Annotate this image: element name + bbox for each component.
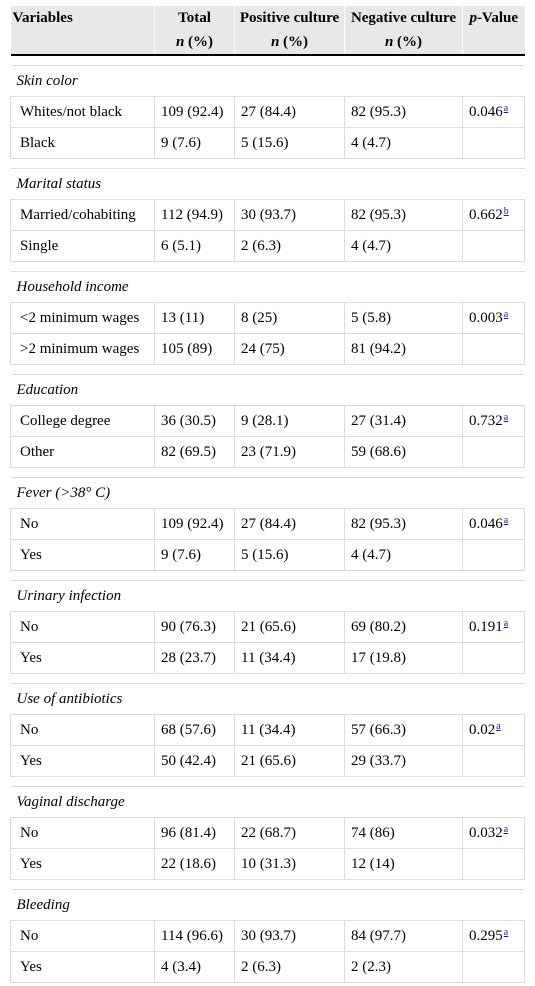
variable-cell: Other xyxy=(11,437,155,468)
p-value-cell xyxy=(463,406,525,437)
footnote-link[interactable]: a xyxy=(496,721,501,732)
data-table xyxy=(10,6,525,983)
footnote-link[interactable]: a xyxy=(503,618,509,629)
negative-culture-cell: 82 (95.3) xyxy=(345,97,463,128)
header-variables: Variables xyxy=(11,6,155,55)
variable-cell: Single xyxy=(11,231,155,262)
section-header-row xyxy=(11,272,525,303)
p-value-cell xyxy=(463,128,525,159)
positive-culture-cell: 21 (65.6) xyxy=(235,612,345,643)
total-cell: 90 (76.3) xyxy=(155,612,235,643)
negative-culture-cell: 5 (5.8) xyxy=(345,303,463,334)
table-row xyxy=(11,303,525,334)
table-row xyxy=(11,715,525,746)
section-spacer xyxy=(11,777,525,787)
spacer-cell xyxy=(11,674,525,684)
section-header-row xyxy=(11,66,525,97)
p-value: 0.046 xyxy=(469,516,503,532)
p-value: 0.032 xyxy=(469,825,503,841)
negative-culture-cell: 82 (95.3) xyxy=(345,509,463,540)
total-cell: 6 (5.1) xyxy=(155,231,235,262)
section-title: Fever (>38° C) xyxy=(11,478,525,509)
variable-cell: Black xyxy=(11,128,155,159)
negative-culture-cell: 82 (95.3) xyxy=(345,200,463,231)
spacer-cell xyxy=(11,55,525,66)
table-row xyxy=(11,334,525,365)
negative-culture-cell: 29 (33.7) xyxy=(345,746,463,777)
section-header-row xyxy=(11,787,525,818)
total-cell: 36 (30.5) xyxy=(155,406,235,437)
p-value: 0.662 xyxy=(469,207,503,223)
section-title: Urinary infection xyxy=(11,581,525,612)
table-row xyxy=(11,746,525,777)
variable-cell: No xyxy=(11,818,155,849)
positive-culture-cell: 9 (28.1) xyxy=(235,406,345,437)
p-value-cell xyxy=(463,97,525,128)
variable-cell: Yes xyxy=(11,643,155,674)
section-header-row xyxy=(11,581,525,612)
header-p-value: p-Value xyxy=(463,6,525,55)
variable-cell: No xyxy=(11,921,155,952)
total-cell: 9 (7.6) xyxy=(155,128,235,159)
variable-cell: Yes xyxy=(11,952,155,983)
footnote-link[interactable]: b xyxy=(503,206,509,217)
positive-culture-cell: 11 (34.4) xyxy=(235,643,345,674)
negative-culture-cell: 57 (66.3) xyxy=(345,715,463,746)
section-spacer xyxy=(11,365,525,375)
section-title: Use of antibiotics xyxy=(11,684,525,715)
header-positive-culture: Positive culture n (%) xyxy=(235,6,345,55)
p-value-cell xyxy=(463,540,525,571)
variable-cell: Married/cohabiting xyxy=(11,200,155,231)
table-row xyxy=(11,952,525,983)
positive-culture-cell: 21 (65.6) xyxy=(235,746,345,777)
variable-cell: Yes xyxy=(11,540,155,571)
p-value-cell xyxy=(463,746,525,777)
section-spacer xyxy=(11,468,525,478)
variable-cell: <2 minimum wages xyxy=(11,303,155,334)
total-cell: 22 (18.6) xyxy=(155,849,235,880)
section-spacer xyxy=(11,262,525,272)
table-row xyxy=(11,643,525,674)
positive-culture-cell: 11 (34.4) xyxy=(235,715,345,746)
variable-cell: Yes xyxy=(11,746,155,777)
positive-culture-cell: 30 (93.7) xyxy=(235,921,345,952)
table-row xyxy=(11,540,525,571)
negative-culture-cell: 2 (2.3) xyxy=(345,952,463,983)
p-value: 0.732 xyxy=(469,413,503,429)
positive-culture-cell: 30 (93.7) xyxy=(235,200,345,231)
section-header-row xyxy=(11,478,525,509)
negative-culture-cell: 69 (80.2) xyxy=(345,612,463,643)
footnote-link[interactable]: a xyxy=(503,927,509,938)
p-value-cell xyxy=(463,921,525,952)
section-header-row xyxy=(11,375,525,406)
p-value: 0.295 xyxy=(469,928,503,944)
table-row xyxy=(11,437,525,468)
p-value: 0.046 xyxy=(469,104,503,120)
total-cell: 50 (42.4) xyxy=(155,746,235,777)
negative-culture-cell: 27 (31.4) xyxy=(345,406,463,437)
section-header-row xyxy=(11,684,525,715)
total-cell: 109 (92.4) xyxy=(155,509,235,540)
header-negative-culture: Negative culture n (%) xyxy=(345,6,463,55)
p-value-cell xyxy=(463,509,525,540)
spacer-cell xyxy=(11,571,525,581)
positive-culture-cell: 2 (6.3) xyxy=(235,231,345,262)
section-header-row xyxy=(11,169,525,200)
section-spacer xyxy=(11,571,525,581)
table-row xyxy=(11,200,525,231)
footnote-link[interactable]: a xyxy=(503,412,509,423)
table-row xyxy=(11,406,525,437)
p-value-cell xyxy=(463,715,525,746)
total-cell: 105 (89) xyxy=(155,334,235,365)
table-row xyxy=(11,612,525,643)
spacer-cell xyxy=(11,262,525,272)
table-row xyxy=(11,849,525,880)
spacer-cell xyxy=(11,468,525,478)
table-row xyxy=(11,818,525,849)
p-value-cell xyxy=(463,952,525,983)
footnote-link[interactable]: a xyxy=(503,309,509,320)
positive-culture-cell: 10 (31.3) xyxy=(235,849,345,880)
positive-culture-cell: 22 (68.7) xyxy=(235,818,345,849)
table-row xyxy=(11,128,525,159)
section-title: Skin color xyxy=(11,66,525,97)
section-title: Marital status xyxy=(11,169,525,200)
variable-cell: Yes xyxy=(11,849,155,880)
p-value: 0.02 xyxy=(469,722,496,738)
negative-culture-cell: 4 (4.7) xyxy=(345,128,463,159)
section-spacer xyxy=(11,159,525,169)
section-spacer xyxy=(11,880,525,890)
section-title: Vaginal discharge xyxy=(11,787,525,818)
footnote-link[interactable]: a xyxy=(503,103,509,114)
negative-culture-cell: 12 (14) xyxy=(345,849,463,880)
positive-culture-cell: 2 (6.3) xyxy=(235,952,345,983)
p-value: 0.003 xyxy=(469,310,503,326)
table-row xyxy=(11,231,525,262)
p-value-cell xyxy=(463,231,525,262)
p-value-cell xyxy=(463,643,525,674)
total-cell: 114 (96.6) xyxy=(155,921,235,952)
spacer-cell xyxy=(11,159,525,169)
total-cell: 82 (69.5) xyxy=(155,437,235,468)
positive-culture-cell: 23 (71.9) xyxy=(235,437,345,468)
negative-culture-cell: 4 (4.7) xyxy=(345,231,463,262)
p-value-cell xyxy=(463,849,525,880)
total-cell: 13 (11) xyxy=(155,303,235,334)
total-cell: 112 (94.9) xyxy=(155,200,235,231)
variable-cell: No xyxy=(11,509,155,540)
total-cell: 9 (7.6) xyxy=(155,540,235,571)
section-spacer xyxy=(11,55,525,66)
p-value-cell xyxy=(463,200,525,231)
spacer-cell xyxy=(11,777,525,787)
section-spacer xyxy=(11,674,525,684)
table-header xyxy=(11,6,525,55)
variable-cell: No xyxy=(11,715,155,746)
positive-culture-cell: 27 (84.4) xyxy=(235,509,345,540)
p-value-cell xyxy=(463,437,525,468)
variable-cell: Whites/not black xyxy=(11,97,155,128)
negative-culture-cell: 59 (68.6) xyxy=(345,437,463,468)
table-row xyxy=(11,509,525,540)
total-cell: 96 (81.4) xyxy=(155,818,235,849)
table-row xyxy=(11,97,525,128)
total-cell: 28 (23.7) xyxy=(155,643,235,674)
p-value: 0.191 xyxy=(469,619,503,635)
positive-culture-cell: 24 (75) xyxy=(235,334,345,365)
p-value-cell xyxy=(463,818,525,849)
table-row xyxy=(11,921,525,952)
positive-culture-cell: 27 (84.4) xyxy=(235,97,345,128)
spacer-cell xyxy=(11,365,525,375)
negative-culture-cell: 74 (86) xyxy=(345,818,463,849)
negative-culture-cell: 4 (4.7) xyxy=(345,540,463,571)
p-value-cell xyxy=(463,334,525,365)
section-title: Household income xyxy=(11,272,525,303)
p-value-cell xyxy=(463,612,525,643)
section-header-row xyxy=(11,890,525,921)
variable-cell: No xyxy=(11,612,155,643)
variable-cell: >2 minimum wages xyxy=(11,334,155,365)
footnote-link[interactable]: a xyxy=(503,824,509,835)
positive-culture-cell: 5 (15.6) xyxy=(235,128,345,159)
table-body xyxy=(11,55,525,983)
positive-culture-cell: 8 (25) xyxy=(235,303,345,334)
negative-culture-cell: 84 (97.7) xyxy=(345,921,463,952)
total-cell: 68 (57.6) xyxy=(155,715,235,746)
variable-cell: College degree xyxy=(11,406,155,437)
header-total: Total n (%) xyxy=(155,6,235,55)
negative-culture-cell: 17 (19.8) xyxy=(345,643,463,674)
p-value-cell xyxy=(463,303,525,334)
footnote-link[interactable]: a xyxy=(503,515,509,526)
total-cell: 109 (92.4) xyxy=(155,97,235,128)
section-title: Education xyxy=(11,375,525,406)
positive-culture-cell: 5 (15.6) xyxy=(235,540,345,571)
negative-culture-cell: 81 (94.2) xyxy=(345,334,463,365)
spacer-cell xyxy=(11,880,525,890)
total-cell: 4 (3.4) xyxy=(155,952,235,983)
section-title: Bleeding xyxy=(11,890,525,921)
